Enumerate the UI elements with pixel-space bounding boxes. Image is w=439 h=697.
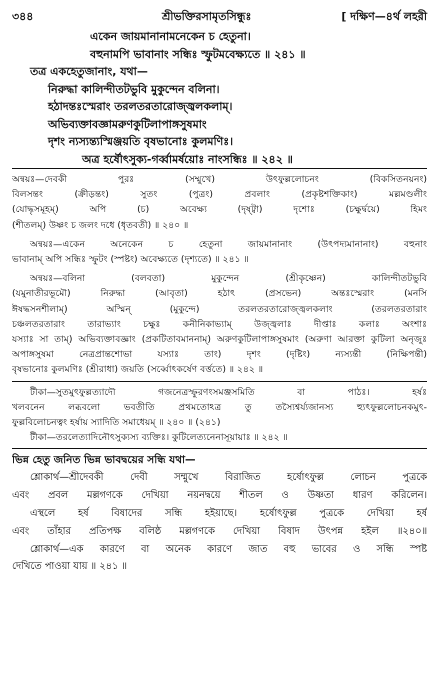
section-label: [ দক্ষিণ—৪র্থ লহরী [341,10,427,23]
anvaya-line: (যমুনাতীরভূমৌ) নিরুদ্ধা (আবৃতা) হঠাৎ (প্রসভেন) অন্তঃস্মেরাং (মনসি [12,288,427,300]
verse-line: অভিব্যক্তাবজ্ঞামরুণকুটিলাপাঙ্গসুষমাং [48,117,207,131]
anvaya-line: ঈষদ্ধসনশীলাম্) অস্মিন্ (মুকুন্দে) তরলতরতারোজ্জ্বলকলাং (তরলতরতারাং [12,303,427,315]
anvaya-line: বিলসন্তং (ক্রীড়ন্তং) সুতং (পুত্রং) প্রবলাং (প্রকৃষ্টশক্তিকাং) মল্লমণ্ডলীং [12,189,427,201]
verse-line: বহুনামপি ভাবানাং সন্ধিঃ স্ফুটমবেক্ষ্যতে ॥ ২৪১ ॥ [90,47,306,61]
anvaya-line: অপাঙ্গসুষমা নেত্রপ্রান্তশোভা যস্যাঃ তাং) দৃশং (দৃষ্টিং) ন্যস্যন্তী (নিক্ষিপন্তী) [12,349,427,361]
divider [12,168,427,169]
bengali-line: এবং প্রবল মল্লগণকে দেখিয়া নয়নদ্বয়ে শীতল ও উষ্ণতা ধারণ করিলেন। [12,490,427,502]
anvaya-line: অন্বয়ঃ—দেবকী পুরঃ (সম্মুখে) উৎফুল্ললোচনং (বিকসিতনয়নং) [12,174,427,185]
tika-line: টীকা—সুতমুৎফুল্লত্যাদৌ গজনেত্রস্ফুরণংসমঞ্জসমিতি বা পাঠঃ। হর্ষঃ [30,386,427,398]
verse-line: একেন জায়মানানামনেকেন চ হেতুনা। [90,30,251,43]
anvaya-241 [12,237,427,267]
anvaya-240 [12,172,427,233]
bengali-line: দেখিতে পাওয়া যায় ॥ ২৪১ ॥ [12,561,127,573]
bengali-line: এস্থলে হর্ষ বিষাদের সন্ধি হইয়াছে। হর্ষোৎফুল্ল পুত্রকে দেখিয়া হর্ষ [30,508,427,520]
section-heading: ভিন্ন হেতু জনিত ভিন্ন ভাবদ্বয়ের সন্ধি যথা— [12,454,196,467]
verse-block [12,28,427,168]
anvaya-line: অন্বয়ঃ—একেন অনেকেন চ হেতুনা জায়মানানাং (উৎপদ্যমানানাং) বহুনাং [30,238,427,250]
verse-line: তত্র একহেতুজানাং, যথা— [30,65,148,78]
anvaya-line: (শীতলম্) উষ্ণং চ জলং দধে (ধৃতবতী) ॥ ২৪০ ॥ [12,219,189,231]
bengali-line: শ্লোকার্থ—শ্রীদেবকী দেবী সম্মুখে বিরাজিত হর্ষোৎফুল্ল লোচন পুত্রকে [30,472,427,484]
tika-line: খলবনেন লব্ধবলো ভবতীতি প্রথমতোঽত্র তু তস্যৈশ্বর্য্যজানস্য হ্যুৎফুল্ললোচনকমুৎ- [12,401,427,413]
anvaya-line: চঞ্চলতরতারাং তারাভ্যাং চক্ষুঃ কনীনিকাভ্যাম্ উজ্জ্বলাঃ দীপ্তাঃ কলাঃ অংশাঃ [12,318,427,330]
anvaya-line: যস্যাঃ সা তাম্) অভিব্যক্তাবজ্ঞাং (প্রকটিতাবমাননাম্) অরুণকুটিলাপাঙ্গসুষমাং (অরুণা আরক্তা কুটিলা অনৃজুঃ [12,334,427,346]
page-number: ৩৪৪ [12,10,34,23]
anvaya-line: ভাবানাম্ অপি সন্ধিঃ স্ফুটং (স্পষ্টং) অবেক্ষ্যতে (দৃশ্যতে) ॥ ২৪১ ॥ [12,254,249,266]
verse-line: দৃশং ন্যস্যন্ত্যস্মিঞ্জয়তি বৃষভানোঃ কুলমণিঃ। [48,135,234,148]
page-header [12,8,427,28]
verse-line: নিরুদ্ধা কালিন্দীতটভুবি মুকুন্দেন বলিনা। [48,82,220,96]
anvaya-line: বৃষভানোঃ কুলমণিঃ (শ্রীরাধা) জয়তি (সর্ব্বোৎকর্ষেণ বর্ত্ততে) ॥ ২৪২ ॥ [12,364,264,376]
verse-line: অত্র হর্ষৌৎসুক্য-গর্ব্বামর্ষয়োঃ নাংসন্ধিঃ ॥ ২৪২ ॥ [82,152,293,166]
verse-line: হঠাদন্তঃস্মেরাং তরলতরতারোজ্জ্বলকলাম্। [48,100,233,113]
book-title: শ্রীভক্তিরসামৃতসিন্ধুঃ [162,10,252,23]
bengali-line: শ্লোকার্থ—এক কারণে বা অনেক কারণে জাত বহু ভাবের ও সন্ধি স্পষ্ট [30,543,427,555]
bengali-explanation [12,452,427,576]
tika-line: ফুল্লবিলোচনত্বং হর্ষায় স্যাদিতি সমাধেয়ম্ ॥ ২৪০ ॥ (২৪১) [12,417,221,429]
tika-line: টীকা—তরলেত্যাদিনৌৎসুক্যস্য ব্যক্তিঃ। কুটিলেত্যনেনাসূয়ায়াঃ ॥ ২৪২ ॥ [30,432,288,444]
anvaya-242 [12,271,427,377]
divider [12,381,427,382]
anvaya-line: অন্বয়ঃ—বলিনা (বলবতা) মুকুন্দেন (শ্রীকৃষ্ণেন) কালিন্দীতটভুবি [30,273,427,285]
anvaya-line: (যোদ্ধৃসমূহম্) অপি (চ) অবেক্ষ্য (দৃষ্ট্বা) দৃশোঃ (চক্ষুর্দ্বয়ে) হিমং [12,204,427,216]
bengali-line: এবং তাঁহার প্রতিপক্ষ বলিষ্ঠ মল্লগণকে দেখিয়া বিষাদ উৎপন্ন হইল ॥২৪০॥ [12,525,427,537]
tika-block [12,385,427,446]
divider [12,448,427,449]
